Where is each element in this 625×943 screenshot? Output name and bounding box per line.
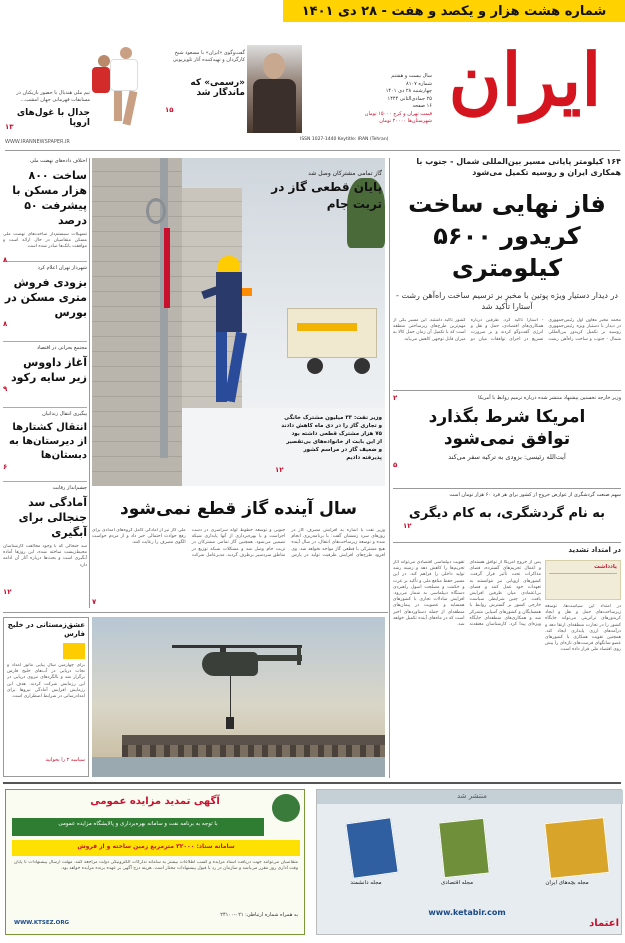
ad-magazines[interactable] xyxy=(316,789,622,935)
sidebar-page: ۸ xyxy=(3,320,8,328)
teaser-left-text xyxy=(5,90,90,128)
magazine-2[interactable] xyxy=(427,820,487,890)
issn-text: ISSN 1027-1440 Keytitle: IRAN (Tehran) xyxy=(300,137,389,142)
sidebar-headline: ساخت ۸۰۰ هزار مسکن با پیشرفت ۵۰ درصد xyxy=(12,169,87,227)
gas-point-2: و تجاری گاز را در دی ماه کاهش دادند xyxy=(281,423,382,429)
lead-headline-2: کریدور ۵۶۰۰ کیلومتری xyxy=(433,222,581,282)
sidebar-kicker: شهردار تهران اعلام کرد xyxy=(37,265,87,271)
sidebar-item-housing[interactable]: اختلاف داده‌های نهضت ملی ساخت ۸۰۰ هزار مسکن با پیشرفت ۵۰ درصد تسهیلات سیستم‌دار ساخت‌های نهضت ملی مسکن متقاضیان در حال ارائه است و موافقت بانک‌ها صادر شده است ۸ xyxy=(3,158,87,264)
gas-point-3: ۷۵ هزار مشترک قطعی داشته بود xyxy=(291,431,382,437)
issue-banner xyxy=(283,0,625,22)
gas-point-6: پذیرفته دادیم xyxy=(346,455,382,461)
sidebar-kicker: پیگیری انتقال زندانیان xyxy=(42,411,87,417)
teaser-right-sub: گفت‌وگوی «ایران» با مسعود شیخ کارگردان و تهیه‌کننده آثار تلویزیونی xyxy=(172,50,245,63)
sidebar-item-dam[interactable]: چشم‌انداز رقابت آمادگی سد جنجالی برای آبگیری سد جنجالی که با وجود مخالفت کارشناسان محیط‌زیست ساخته شده، این روزها آماده آبگیری است و بحث‌ها درباره آثار آن ادامه دارد ۱۲ xyxy=(3,485,87,596)
gas-headline[interactable] xyxy=(92,495,385,525)
sidebar-headline: آغاز داووس زیر سایه رکود xyxy=(11,356,87,384)
us-headline-2: توافق نمی‌شود xyxy=(443,429,571,449)
tourism-story[interactable] xyxy=(393,492,621,542)
info-price-cities: شهرستان‌ها ۲۰۰۰۰ تومان xyxy=(379,118,432,124)
gas-headline-text: سال آینده گاز قطع نمی‌شود xyxy=(120,499,357,519)
gas-page-2: ۷ xyxy=(92,598,97,606)
teaser-right-photo xyxy=(247,45,302,133)
photo-box-tag xyxy=(63,643,85,659)
photo-box-title: عشق‌زمستانی در خلیج فارس xyxy=(7,621,85,638)
gas-page: ۱۲ xyxy=(275,466,284,474)
commentary-author-label: یادداشت xyxy=(594,564,617,570)
us-page: ۵ xyxy=(393,461,398,469)
commentary-author-box xyxy=(545,560,621,600)
tourism-headline: به نام گردشگری، به کام دیگری xyxy=(408,506,606,521)
ad-magazines-brand: اعتماد xyxy=(589,918,619,929)
us-headline-1: امریکا شرط بگذارد xyxy=(428,407,586,427)
teaser-left-sub: تیم ملی هندبال با حضور بازیکنان در مسابقات قهرمانی جهان امشب... xyxy=(16,90,90,103)
lead-kicker: ۱۶۴ کیلومتر پایانی مسیر بین‌المللی شمال - جنوب با همکاری ایران و روسیه تکمیل می‌شود xyxy=(416,157,621,177)
lead-headline-1: فاز نهایی ساخت xyxy=(408,190,606,218)
photo-box-page: سیاسه ۲ را بخوانید xyxy=(45,757,85,763)
sidebar-page: ۹ xyxy=(3,385,8,393)
sidebar-headline: بزودی فروش متری مسکن در بورس xyxy=(4,276,87,319)
gas-point-4: از این بابت از خانواده‌های بی‌تقصیر xyxy=(286,439,382,445)
magazine-3[interactable] xyxy=(527,820,607,890)
sidebar-headline: آمادگی سد جنجالی برای آبگیری xyxy=(18,496,87,539)
teaser-right-headline: «رسمی» که ماندگار شد xyxy=(190,78,245,98)
commentary[interactable] xyxy=(393,546,621,776)
teaser-left-page: ۱۳ xyxy=(5,123,14,131)
issn-line xyxy=(300,137,430,145)
commentary-body-right: پس از خروج آمریکا از توافق هسته‌ای و اعمال تحریم‌های گسترده، فضای مذاکرات تحت تأثیر قرار گرفت. کشورهای اروپایی نیز نتوانستند به تعهدات خود عمل کنند و فضای بی‌اعتمادی میان طرفین افزایش یافت. در چنین شرایطی سیاست خارجی کشور بر گسترش روابط با همسایگان و کشورهای آسیایی متمرکز شد و همکاری‌های منطقه‌ای جایگاه ویژه‌ای پیدا کرد. کارشناسان معتقدند تقویت دیپلماسی اقتصادی می‌تواند آثار تحریم‌ها را کاهش دهد و زمینه رشد تولید داخلی را فراهم کند. در این مسیر حفظ منافع ملی و تأکید بر عزت و حکمت و مصلحت اصول راهبردی دستگاه دیپلماسی به شمار می‌رود. افزایش مبادلات تجاری با کشورهای همسایه و عضویت در پیمان‌های منطقه‌ای از جمله دستاوردهای اخیر است که در ماه‌های آینده تکمیل خواهد شد. xyxy=(393,560,541,628)
issue-banner-text: شماره هشت هزار و یکصد و هفت - ۲۸ دی ۱۴۰۱ xyxy=(301,3,607,19)
tourism-page: ۱۲ xyxy=(403,522,412,530)
masthead-info xyxy=(340,73,432,133)
magazine-1[interactable] xyxy=(337,820,395,890)
gas-caption-title: پایان قطعی گاز در تربت جام xyxy=(271,180,382,211)
tourism-kicker: سهم صنعت گردشگری از عوارض خروج از کشور برای هر فرد ۶۰ هزار تومان است xyxy=(449,492,621,498)
logo-text: ایران xyxy=(448,37,602,122)
magazine-2-label: مجله اقتصادی xyxy=(440,880,474,886)
us-sub: آیت‌الله رئیسی: بزودی به ترکیه سفر می‌کند xyxy=(448,453,566,461)
sidebar-kicker: چشم‌انداز رقابت xyxy=(52,485,87,491)
teaser-right[interactable] xyxy=(165,45,340,135)
gas-body: وزیر نفت با اشاره به افزایش مصرف گاز در روزهای سرد زمستان گفت: با برنامه‌ریزی انجام شده و توسعه زیرساخت‌های انتقال، در سال آینده هیچ مشترکی با قطعی گاز مواجه نخواهد شد. وی افزود طرح‌های افزایش ظرفیت تولید در پارس جنوبی و توسعه خطوط لوله سراسری در دست اجراست و با بهره‌برداری از آنها پایداری شبکه تضمین می‌شود. همچنین گاز تمامی مشترکان در تربت جام وصل شد و مشکلات شبکه توزیع در مناطق سردسیر برطرف گردید. مدیرعامل شرکت ملی گاز نیز از آمادگی کامل گروه‌های امدادی برای رفع حوادث احتمالی خبر داد و از مردم خواست الگوی مصرف را رعایت کنند. xyxy=(92,528,385,558)
info-issue: شماره ۸۱۰۷ xyxy=(406,80,432,87)
info-date: چهارشنبه ۲۸ دی ۱۴۰۱ xyxy=(385,88,432,94)
commentary-kicker: در امتداد تشدید xyxy=(568,546,621,554)
ad-tender-line-1: با توجه به برنامه نفت و سامانه بهره‌برداری و پالایشگاه مزایده عمومی xyxy=(58,821,218,827)
gas-caption xyxy=(262,170,382,220)
sidebar-item-schools[interactable] xyxy=(3,408,87,482)
ad-tender-line-2: سامانه ستاد: ۳۲۰۰۰ مترمربع زمین ساخته و از فروش xyxy=(77,843,235,850)
lead-sub: در دیدار دستیار ویژه پوتین با مخبر بر ترسیم ساخت راه‌آهن رشت - آستارا تأکید شد xyxy=(396,291,618,311)
sidebar-page: ۱۲ xyxy=(3,588,12,596)
photo-box-caption[interactable]: عشق‌زمستانی در خلیج فارس برای چهارمین سال پیاپی مانور امداد و نجات دریایی در آب‌های خلیج فارس برگزار شد و بالگردهای نیروی دریایی در این رزمایش شرکت کردند. هدف این رزمایش افزایش آمادگی نیروها برای امدادرسانی در شرایط اضطراری است. سیاسه ۲ را بخوانید xyxy=(3,617,89,777)
sidebar-kicker: اختلاف داده‌های نهضت ملی xyxy=(30,158,87,164)
ad-tender-title: آگهی تمدید مزایده عمومی xyxy=(90,796,220,807)
website-link[interactable]: WWW.IRANNEWSPAPER.IR xyxy=(5,139,70,145)
gas-point-5: و ضعیف گاز در مراسم کشور xyxy=(303,447,382,453)
ad-magazines-header xyxy=(317,790,623,804)
info-year: سال بیست و هشتم xyxy=(391,73,432,79)
gas-caption-kicker: گاز تمامی مشترکان وصل شد xyxy=(308,170,382,177)
lead-page: ۲ xyxy=(393,394,398,402)
gas-point-1: وزیر نفت: ۳۳ میلیون مشترک خانگی xyxy=(284,415,382,421)
masthead-logo xyxy=(430,30,620,130)
teaser-left-headline: جدال با غول‌های اروپا xyxy=(16,108,90,128)
ad-tender-logo xyxy=(272,794,300,822)
magazine-1-label: مجله دانشمند xyxy=(350,880,382,886)
lead-body: محمد مخبر معاون اول رئیس‌جمهوری در دیدار با دستیار ویژه رئیس‌جمهوری روسیه بر تکمیل کریدور بین‌المللی شمال - جنوب و ساخت راه‌آهن رشت - آستارا تأکید کرد. طرفین درباره همکاری‌های اقتصادی، حمل و نقل و انرژی گفت‌وگو کردند و بر ضرورت تسریع در اجرای توافقات میان دو کشور تأکید داشتند. این مسیر یکی از مهم‌ترین طرح‌های زیرساختی منطقه است که با تکمیل آن زمان حمل کالا به میزان قابل توجهی کاهش می‌یابد. xyxy=(393,318,621,342)
teaser-left[interactable] xyxy=(5,45,160,135)
us-kicker: وزیر خارجه نخستین پیشنهاد منتشر شده درباره ترمیم روابط با آمریکا xyxy=(478,395,621,401)
info-hijri: ۲۵ جمادی‌الثانی ۱۴۴۴ xyxy=(387,95,432,102)
teaser-left-photo xyxy=(90,45,160,133)
sidebar-item-bourse[interactable] xyxy=(3,262,87,342)
ad-tender[interactable] xyxy=(5,789,305,935)
info-price-tehran: قیمت تهران و کرج ۱۵۰۰۰ تومان xyxy=(364,110,432,117)
sidebar-headline: انتقال کشتارها از دیرستان‌ها به دبستان‌ها xyxy=(9,422,87,461)
sidebar-kicker: مجتمع بحرانی در اقتصاد xyxy=(36,345,87,351)
ad-magazines-website[interactable]: www.ketabir.com xyxy=(428,908,506,917)
commentary-body-left: در امتداد این سیاست‌ها، توسعه زیرساخت‌های حمل و نقل و ایجاد کریدورهای ترانزیتی می‌تواند جایگاه کشور را در تجارت منطقه‌ای ارتقا دهد و درآمدهای ارزی پایداری ایجاد کند. همچنین تقویت همکاری با کشورهای عضو شانگهای فرصت‌های تازه‌ای را پیش روی اقتصاد ملی قرار داده است. xyxy=(545,604,621,653)
ad-tender-line-3: به همراه شماره ارتباطی: ۰۲۱-۲۴۱۰۰ xyxy=(220,912,298,918)
ad-tender-body: متقاضیان می‌توانند جهت دریافت اسناد مزایده و کسب اطلاعات بیشتر به سامانه تدارکات الکترونیکی دولت مراجعه کنند. مهلت ارسال پیشنهادات تا پایان وقت اداری روز مقرر می‌باشد و سازمان در رد یا قبول پیشنهادات مختار است. هزینه درج آگهی بر عهده برنده مزایده خواهد بود. xyxy=(14,860,298,872)
ad-tender-website[interactable]: WWW.KTSEZ.ORG xyxy=(14,920,70,926)
sidebar-item-davos[interactable] xyxy=(3,342,87,408)
sidebar xyxy=(3,158,87,608)
magazine-3-label: مجله بچه‌های ایران xyxy=(545,880,589,886)
teaser-right-text xyxy=(165,50,245,138)
teaser-right-page: ۱۵ xyxy=(165,106,174,114)
ad-magazines-header-text: منتشر شد xyxy=(457,792,487,800)
us-story[interactable] xyxy=(393,395,621,485)
helicopter-photo xyxy=(92,617,385,777)
website-bar[interactable] xyxy=(5,139,115,147)
sidebar-page: ۸ xyxy=(3,256,8,264)
info-pages: ۱۶ صفحه xyxy=(412,103,432,109)
sidebar-page: ۶ xyxy=(3,463,8,471)
